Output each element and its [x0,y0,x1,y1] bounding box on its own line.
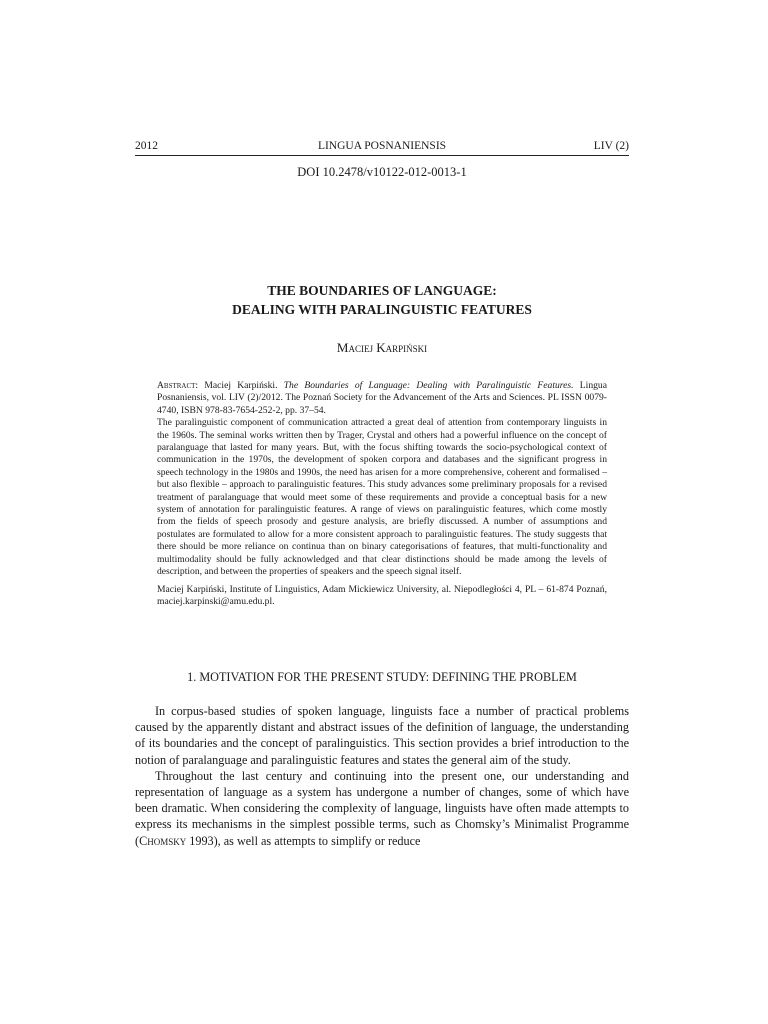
abstract-citation [157,380,607,417]
author-affiliation: Maciej Karpiński, Institute of Linguistics, Adam Mickiewicz University, al. Niepodległości 4, PL – 61-874 Poznań, maciej.karpinski@amu.edu.pl. [157,583,607,607]
abstract-citation-details: Lingua Posnaniensis, vol. LIV (2)/2012. The Poznań Society for the Advancement of the Arts and Sciences. PL ISSN 0079-4740, ISBN 978-83-7654-252-2, pp. 37–54. [157,380,607,416]
body-paragraph-1: In corpus-based studies of spoken language, linguists face a number of practical problems caused by the apparently distant and abstract issues of the definition of language, the understanding of its boundaries and the concept of paralinguistics. This section provides a brief introduction to the notion of paralanguage and paralinguistic features and states the general aim of the study. [135,704,629,767]
header-rule [135,155,629,156]
running-head-volume: LIV (2) [593,140,629,152]
article-title [135,281,629,319]
citation-author: Chomsky [139,833,187,848]
author-name: Maciej Karpiński [336,340,428,355]
running-head-journal: LINGUA POSNANIENSIS [317,140,447,152]
abstract-body: The paralinguistic component of communication attracted a great deal of attention from contemporary linguists in the 1960s. The seminal works written then by Trager, Crystal and others had a powerful influence on the concept of paralanguage that lasted for many years. But, with the focus shifting towards the socio-psychological context of communication in the 1970s, the development of spoken corpora and databases and the significant progress in speech technology in the 1980s and 1990s, the need has arisen for a more comprehensive, coherent and formalised – but also flexible – approach to paralinguistic features. This study advances some preliminary proposals for a revised treatment of paralanguage that would meet some of these requirements and provide a conceptual basis for a new system of annotation for paralinguistic features. A range of views on paralinguistic features, which come mostly from the fields of speech prosody and gesture analysis, are briefly discussed. A number of assumptions and postulates are formulated to allow for a more consistent approach to paralinguistic features. The study suggests that there should be more reliance on continua than on binary categorisations of features, that multi-functionality and multimodality should be fully acknowledged and that clear distinctions should be made among the levels of description, and between the properties of speakers and the speech signal itself. [157,417,607,578]
doi: DOI 10.2478/v10122-012-0013-1 [297,165,467,179]
abstract-label: Abstract: [157,380,199,391]
title-line-2: DEALING WITH PARALINGUISTIC FEATURES [232,302,532,317]
abstract-citation-title: The Boundaries of Language: Dealing with Paralinguistic Features. [283,380,574,391]
title-line-1: THE BOUNDARIES OF LANGUAGE: [267,283,497,298]
section-heading: 1. MOTIVATION FOR THE PRESENT STUDY: DEFINING THE PROBLEM [187,670,577,684]
body-paragraph-2 [135,768,629,849]
body-paragraph-2-end: 1993), as well as attempts to simplify or reduce [186,833,421,848]
body-text [135,703,629,849]
abstract-citation-author: Maciej Karpiński. [198,380,284,391]
running-head-year: 2012 [135,140,158,152]
body-paragraph-2-start: Throughout the last century and continuing into the present one, our understanding and representation of language as a system has undergone a number of changes, some of which have been dramatic. When considering the complexity of language, linguists have often made attempts to express its mechanisms in the simplest possible terms, such as Chomsky’s Minimalist Programme ( [135,768,629,848]
abstract [157,380,607,608]
